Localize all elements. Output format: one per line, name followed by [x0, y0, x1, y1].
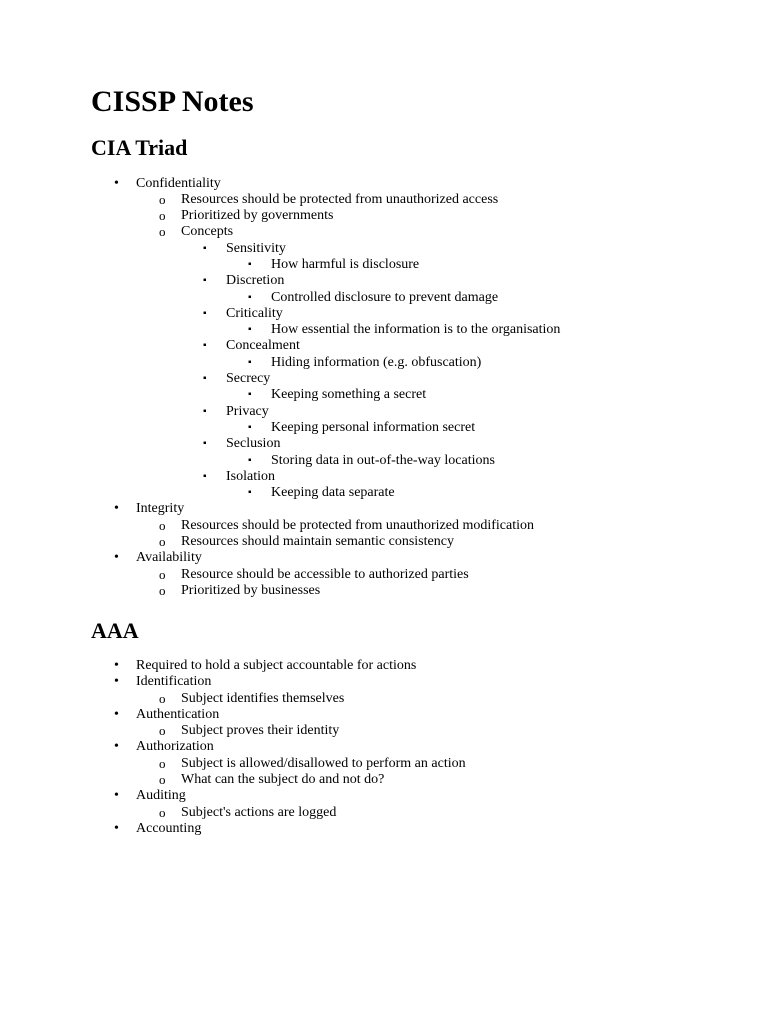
list-item: [0, 550, 768, 566]
list-item-text: Isolation: [226, 468, 275, 484]
bullet-marker: ▪: [203, 340, 207, 352]
list-item-text: Prioritized by governments: [181, 208, 334, 224]
list-item: [0, 723, 768, 739]
list-item-text: Identification: [136, 674, 212, 690]
list-item-text: Hiding information (e.g. obfuscation): [271, 354, 482, 370]
list-item: [0, 674, 768, 690]
list-item: [0, 224, 768, 240]
list-item: [0, 567, 768, 583]
bullet-marker: •: [114, 706, 119, 722]
list-item: [0, 805, 768, 821]
list-item-text: Seclusion: [226, 436, 281, 452]
list-item-text: Required to hold a subject accountable for actions: [136, 658, 417, 673]
list-item: [0, 273, 768, 289]
list-item-text: Integrity: [136, 501, 185, 517]
list-item-text: Keeping data separate: [271, 485, 395, 501]
list-item: [0, 518, 768, 534]
list-item-text: Resources should be protected from unauthorized access: [181, 191, 499, 207]
bullet-marker: o: [159, 755, 166, 771]
bullet-marker: ▪: [248, 291, 252, 303]
list-item-text: Subject is allowed/disallowed to perform an action: [181, 755, 466, 771]
list-item-text: Controlled disclosure to prevent damage: [271, 289, 499, 305]
list-item-text: Resources should maintain semantic consistency: [181, 534, 454, 550]
list-item-text: Confidentiality: [136, 175, 221, 191]
list-item-text: Subject identifies themselves: [181, 690, 345, 706]
bullet-marker: ▪: [203, 373, 207, 385]
bullet-marker: ▪: [248, 389, 252, 401]
bullet-marker: ▪: [203, 405, 207, 417]
section-heading-cia-triad: CIA Triad: [91, 135, 188, 160]
list-item: [0, 583, 768, 599]
list-item: [0, 371, 768, 387]
list-item-text: Resources should be protected from unauthorized modification: [181, 517, 535, 533]
list-item-text: Authentication: [136, 706, 220, 722]
list-item: [0, 355, 768, 371]
bullet-marker: •: [114, 550, 119, 566]
list-item: [0, 485, 768, 501]
section-heading-aaa: AAA: [91, 618, 139, 643]
list-item: [0, 658, 768, 674]
list-item: [0, 453, 768, 469]
bullet-marker: o: [159, 723, 166, 739]
list-item-text: Auditing: [136, 788, 186, 804]
bullet-marker: o: [159, 208, 166, 224]
bullet-marker: o: [159, 804, 166, 820]
list-item-text: Concealment: [226, 338, 300, 354]
list-item: [0, 739, 768, 755]
list-item: [0, 322, 768, 338]
bullet-marker: ▪: [248, 356, 252, 368]
bullet-marker: o: [159, 582, 166, 598]
list-item-text: What can the subject do and not do?: [181, 772, 385, 788]
list-item: [0, 501, 768, 517]
list-item-text: Subject proves their identity: [181, 723, 340, 739]
list-item-text: How harmful is disclosure: [271, 256, 420, 272]
list-item: [0, 772, 768, 788]
bullet-marker: o: [159, 191, 166, 207]
bullet-marker: ▪: [203, 438, 207, 450]
list-item-text: How essential the information is to the organisation: [271, 322, 561, 338]
bullet-marker: ▪: [248, 258, 252, 270]
bullet-marker: o: [159, 534, 166, 550]
list-item: [0, 208, 768, 224]
list-item: [0, 241, 768, 257]
bullet-marker: •: [114, 658, 119, 673]
bullet-marker: •: [114, 739, 119, 755]
list-item: [0, 707, 768, 723]
bullet-marker: ▪: [203, 470, 207, 482]
list-item: [0, 387, 768, 403]
list-item: [0, 176, 768, 192]
list-item: [0, 257, 768, 273]
bullet-marker: ▪: [203, 242, 207, 254]
list-item-text: Resource should be accessible to authorized parties: [181, 566, 469, 582]
list-item: [0, 534, 768, 550]
bullet-marker: ▪: [248, 454, 252, 466]
bullet-marker: o: [159, 690, 166, 706]
list-item: [0, 420, 768, 436]
list-item-text: Storing data in out-of-the-way locations: [271, 452, 495, 468]
bullet-marker: o: [159, 224, 166, 240]
bullet-marker: ▪: [248, 324, 252, 336]
list-item-text: Keeping personal information secret: [271, 419, 476, 435]
list-item: [0, 821, 768, 837]
list-item-text: Keeping something a secret: [271, 387, 427, 403]
list-item-text: Sensitivity: [226, 240, 286, 256]
bullet-marker: ▪: [203, 307, 207, 319]
bullet-marker: ▪: [248, 421, 252, 433]
bullet-marker: ▪: [248, 487, 252, 499]
list-item-text: Accounting: [136, 820, 202, 836]
list-item-text: Concepts: [181, 224, 234, 240]
list-item-text: Authorization: [136, 739, 214, 755]
list-item: [0, 192, 768, 208]
bullet-marker: •: [114, 674, 119, 690]
aaa-list: [0, 658, 768, 837]
list-item: [0, 469, 768, 485]
list-item: [0, 788, 768, 804]
bullet-marker: o: [159, 517, 166, 533]
list-item-text: Criticality: [226, 305, 283, 321]
list-item: [0, 338, 768, 354]
list-item-text: Availability: [136, 550, 202, 566]
bullet-marker: o: [159, 566, 166, 582]
bullet-marker: •: [114, 820, 119, 836]
list-item-text: Privacy: [226, 403, 269, 419]
list-item: [0, 306, 768, 322]
list-item: [0, 756, 768, 772]
document-title: CISSP Notes: [91, 85, 254, 118]
list-item: [0, 290, 768, 306]
cia-triad-list: [0, 176, 768, 600]
bullet-marker: o: [159, 772, 166, 788]
list-item: [0, 404, 768, 420]
list-item-text: Subject's actions are logged: [181, 804, 337, 820]
list-item-text: Discretion: [226, 273, 285, 289]
bullet-marker: ▪: [203, 275, 207, 287]
list-item-text: Secrecy: [226, 371, 271, 387]
bullet-marker: •: [114, 175, 119, 191]
bullet-marker: •: [114, 788, 119, 804]
bullet-marker: •: [114, 501, 119, 517]
list-item: [0, 436, 768, 452]
list-item: [0, 691, 768, 707]
list-item-text: Prioritized by businesses: [181, 582, 321, 598]
